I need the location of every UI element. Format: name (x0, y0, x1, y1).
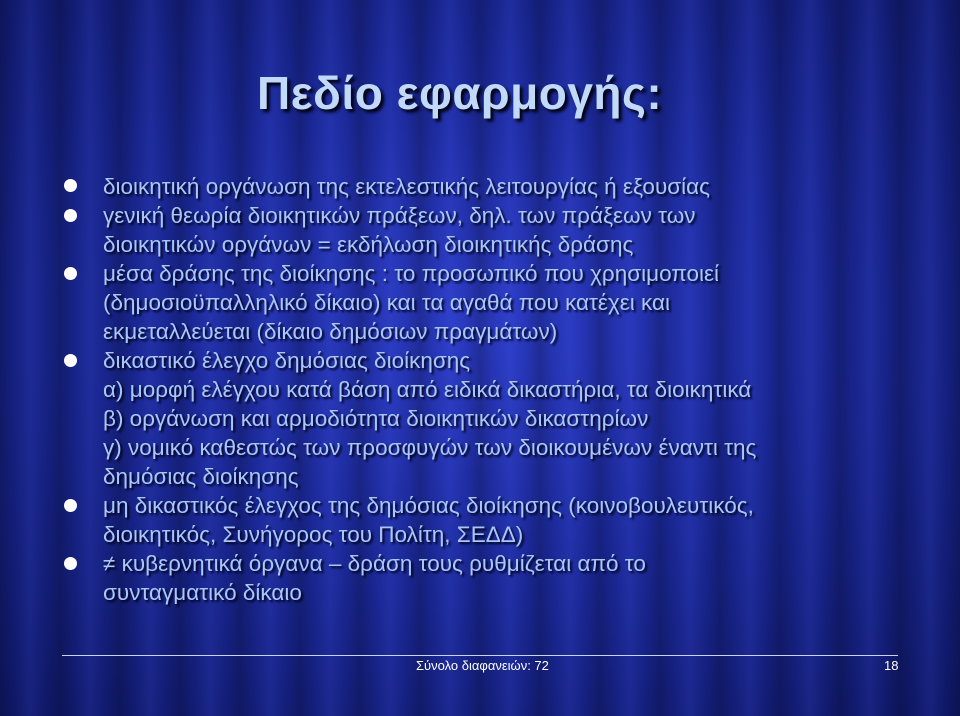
sub-item-a: α) μορφή ελέγχου κατά βάση από ειδικά δικαστήρια, τα διοικητικά (103, 377, 752, 402)
sub-item-c: γ) νομικό καθεστώς των προσφυγών των διοικουμένων έναντι της (103, 435, 757, 460)
bullet-text: συνταγματικό δίκαιο (103, 580, 302, 605)
slide-title: Πεδίο εφαρμογής: (257, 67, 663, 119)
total-slides-label: Σύνολο διαφανειών: 72 (416, 658, 549, 673)
bullet-item-4 (60, 346, 920, 491)
bullet-text: μη δικαστικός έλεγχος της δημόσιας διοίκησης (κοινοβουλευτικός, (103, 493, 754, 518)
bullet-text: διοικητικών οργάνων = εκδήλωση διοικητικής δράσης (103, 232, 634, 257)
bullet-text: διοικητικός, Συνήγορος του Πολίτη, ΣΕΔΔ) (103, 522, 524, 547)
bullet-text: εκμεταλλεύεται (δίκαιο δημόσιων πραγμάτων) (103, 319, 558, 344)
footer-divider (62, 655, 898, 656)
bullet-dot-icon (64, 499, 77, 512)
bullet-text: (δημοσιοϋπαλληλικό δίκαιο) και τα αγαθά που κατέχει και (103, 290, 671, 315)
bullet-dot-icon (64, 354, 77, 367)
page-number: 18 (884, 658, 899, 673)
bullet-text: γενική θεωρία διοικητικών πράξεων, δηλ. των πράξεων των (103, 203, 696, 228)
bullet-dot-icon (64, 557, 77, 570)
bullet-item-2 (60, 201, 920, 259)
bullet-text: δικαστικό έλεγχο δημόσιας διοίκησης (103, 348, 471, 373)
sub-item-b: β) οργάνωση και αρμοδιότητα διοικητικών δικαστηρίων (103, 406, 649, 431)
bullet-dot-icon (64, 179, 77, 192)
bullet-item-5 (60, 491, 920, 549)
bullet-item-1 (60, 172, 920, 201)
bullet-item-6 (60, 549, 920, 607)
bullet-text: μέσα δράσης της διοίκησης : το προσωπικό που χρησιμοποιεί (103, 261, 720, 286)
bullet-list (60, 172, 920, 607)
bullet-item-3 (60, 259, 920, 346)
sub-item-c-continued: δημόσιας διοίκησης (103, 464, 299, 489)
bullet-dot-icon (64, 267, 77, 280)
slide-footer (0, 655, 960, 695)
bullet-text: διοικητική οργάνωση της εκτελεστικής λειτουργίας ή εξουσίας (103, 174, 710, 199)
bullet-text: ≠ κυβερνητικά όργανα – δράση τους ρυθμίζεται από το (103, 551, 646, 576)
bullet-dot-icon (64, 209, 77, 222)
